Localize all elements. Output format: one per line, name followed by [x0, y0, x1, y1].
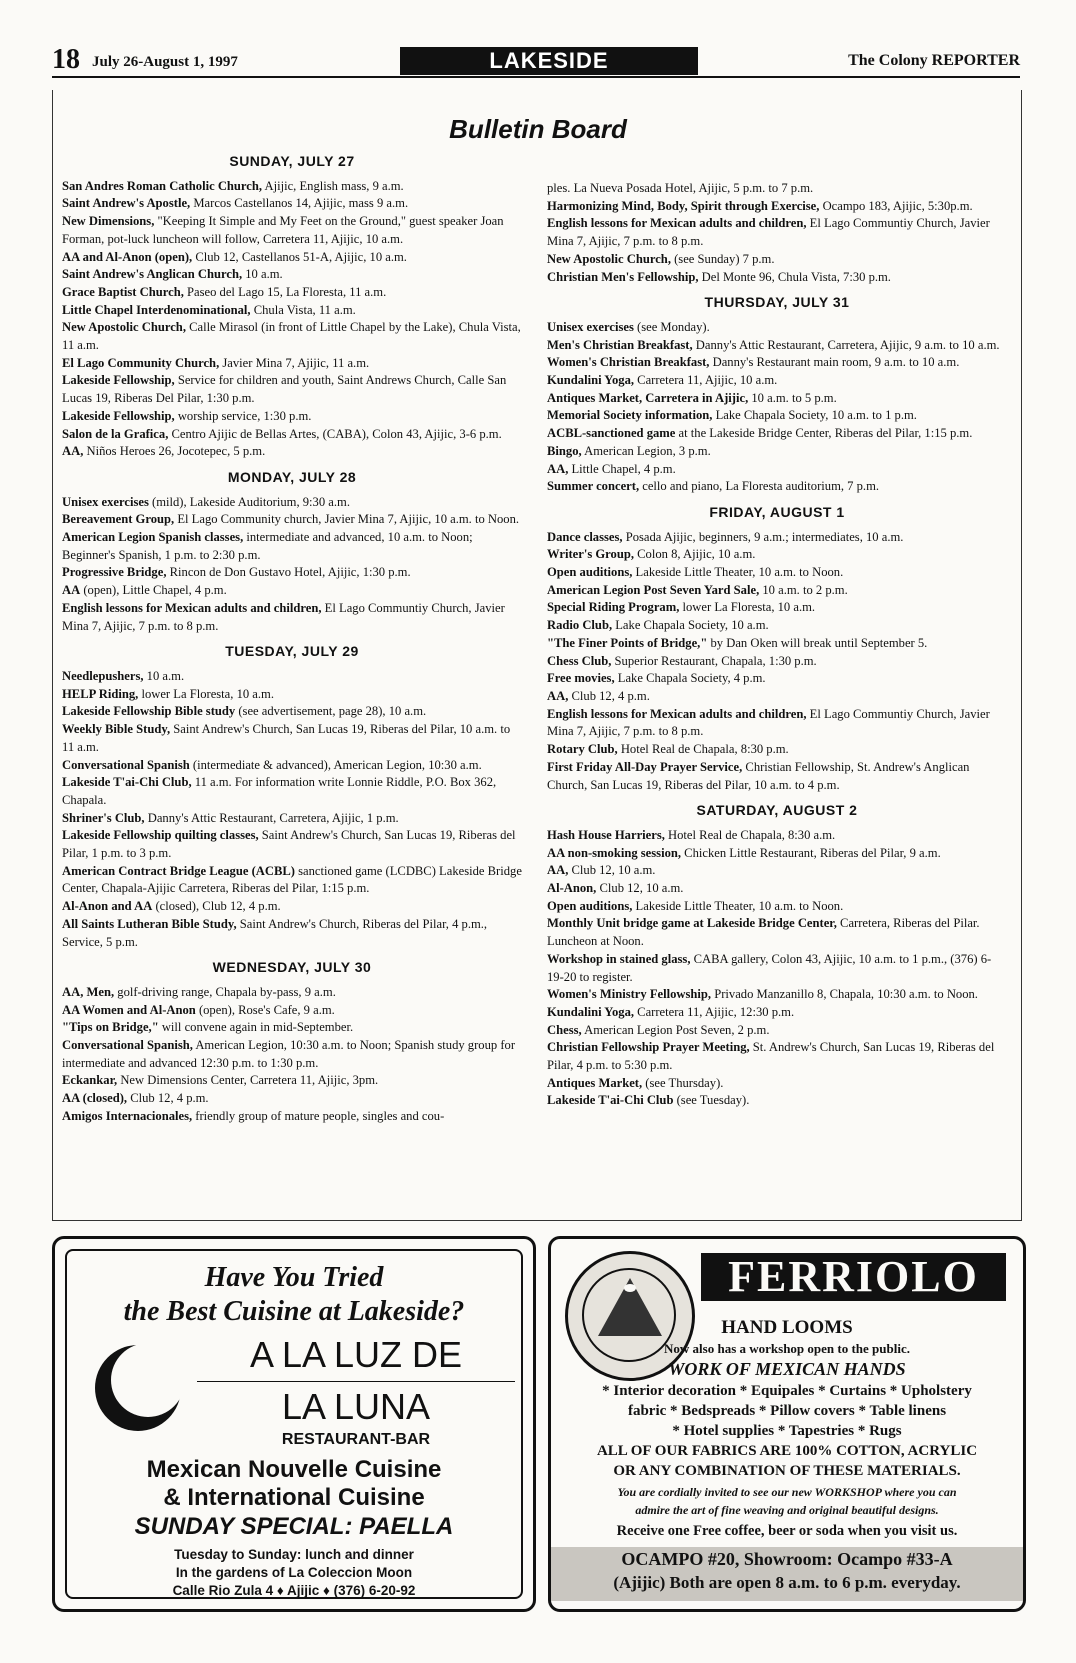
- event-detail: Ajijic, English mass, 9 a.m.: [262, 178, 404, 193]
- event-detail: Club 12, Castellanos 51-A, Ajijic, 10 a.m.: [192, 249, 407, 264]
- event-name: Al-Anon and AA: [62, 899, 153, 914]
- event-entry: [547, 617, 1007, 635]
- event-name: Lakeside Fellowship,: [62, 408, 175, 423]
- event-entry: [62, 1108, 522, 1126]
- event-name: Progressive Bridge,: [62, 565, 167, 580]
- event-entry: [62, 757, 522, 775]
- event-detail: Calle Mirasol (in front of Little Chapel by the Lake), Chula Vista, 11 a.m.: [62, 320, 521, 353]
- event-entry: [62, 1090, 522, 1108]
- event-entry: [547, 269, 1007, 287]
- eye-icon: [624, 1284, 636, 1292]
- event-entry: [62, 213, 522, 248]
- event-name: Needlepushers,: [62, 668, 144, 683]
- event-entry: [547, 827, 1007, 845]
- event-name: Bingo,: [547, 443, 582, 458]
- event-name: Shriner's Club,: [62, 810, 145, 825]
- event-detail: 10 a.m.: [242, 267, 283, 282]
- event-detail: Del Monte 96, Chula Vista, 7:30 p.m.: [698, 269, 891, 284]
- event-name: Amigos Internacionales,: [62, 1108, 193, 1123]
- event-detail: (see advertisement, page 28), 10 a.m.: [235, 704, 427, 719]
- event-name: San Andres Roman Catholic Church,: [62, 178, 263, 193]
- event-name: Harmonizing Mind, Body, Spirit through Exercise,: [547, 198, 820, 213]
- luna-restaurant-ad: [52, 1236, 536, 1612]
- event-entry: [547, 951, 1007, 986]
- event-name: Summer concert,: [547, 479, 640, 494]
- event-detail: Hotel Real de Chapala, 8:30 p.m.: [617, 742, 789, 757]
- event-name: Christian Fellowship Prayer Meeting,: [547, 1040, 750, 1055]
- restaurant-name-line-1: A LA LUZ DE: [249, 1334, 463, 1375]
- event-detail: Lake Chapala Society, 10 a.m.: [612, 618, 769, 633]
- event-entry: [62, 810, 522, 828]
- event-entry: [547, 915, 1007, 950]
- event-detail: Superior Restaurant, Chapala, 1:30 p.m.: [611, 653, 817, 668]
- event-entry: [62, 494, 522, 512]
- restaurant-name-line-2: LA LUNA: [281, 1386, 431, 1427]
- day-heading: WEDNESDAY, JULY 30: [212, 959, 372, 976]
- event-entry: [62, 178, 522, 196]
- event-detail: Club 12, 10 a.m.: [568, 863, 656, 878]
- event-name: Workshop in stained glass,: [547, 951, 691, 966]
- event-detail: Javier Mina 7, Ajijic, 11 a.m.: [219, 355, 370, 370]
- page-title: Bulletin Board: [449, 114, 627, 144]
- event-entry: [62, 426, 522, 444]
- event-name: Eckankar,: [62, 1073, 118, 1088]
- event-entry: [62, 564, 522, 582]
- event-name: Antiques Market, Carretera in Ajijic,: [547, 390, 749, 405]
- event-name: Antiques Market,: [547, 1075, 643, 1090]
- moon-crescent-cut: [111, 1343, 185, 1417]
- event-detail: (mild), Lakeside Auditorium, 9:30 a.m.: [148, 494, 350, 509]
- event-name: AA Women and Al-Anon: [62, 1002, 196, 1017]
- issue-date: July 26-August 1, 1997: [92, 54, 238, 70]
- event-detail: 11 a.m. For information write Lonnie Riddle, P.O. Box 362, Chapala.: [62, 775, 497, 807]
- ad-headline-2: the Best Cuisine at Lakeside?: [123, 1296, 465, 1327]
- event-name: American Legion Spanish classes,: [62, 530, 244, 545]
- event-name: Special Riding Program,: [547, 600, 680, 615]
- event-detail: ples. La Nueva Posada Hotel, Ajijic, 5 p.m. to 7 p.m.: [547, 181, 814, 195]
- event-name: AA,: [547, 863, 569, 878]
- event-detail: Centro Ajijic de Bellas Artes, (CABA), Colon 43, Ajijic, 3-6 p.m.: [168, 426, 502, 441]
- opening-hours: Tuesday to Sunday: lunch and dinner: [174, 1547, 414, 1562]
- event-name: English lessons for Mexican adults and children,: [62, 600, 322, 615]
- event-entry: [547, 759, 1007, 794]
- event-name: Unisex exercises: [547, 319, 634, 334]
- ad-headline-1: Have You Tried: [204, 1262, 384, 1293]
- event-entry: [62, 372, 522, 407]
- event-detail: Lakeside Little Theater, 10 a.m. to Noon.: [632, 898, 844, 913]
- event-entry: [62, 984, 522, 1002]
- event-entry: [547, 319, 1007, 337]
- ad-line-11: Receive one Free coffee, beer or soda when you visit us.: [616, 1523, 958, 1539]
- event-name: Writer's Group,: [547, 547, 634, 562]
- event-entry: [62, 668, 522, 686]
- event-entry: [547, 706, 1007, 741]
- event-detail: El Lago Communtiy Church, Javier Mina 7, Ajijic, 7 p.m. to 8 p.m.: [547, 216, 990, 249]
- event-name: Conversational Spanish: [62, 757, 190, 772]
- event-entry: [547, 986, 1007, 1004]
- event-name: AA,: [547, 461, 569, 476]
- event-name: Radio Club,: [547, 618, 613, 633]
- event-detail: Carretera 11, Ajijic, 10 a.m.: [634, 373, 778, 388]
- event-name: Memorial Society information,: [547, 408, 713, 423]
- event-entry: [547, 251, 1007, 269]
- event-entry: [62, 302, 522, 320]
- event-name: Lakeside T'ai-Chi Club,: [62, 775, 192, 790]
- event-detail: Club 12, 4 p.m.: [568, 688, 650, 703]
- event-name: Women's Ministry Fellowship,: [547, 987, 712, 1002]
- event-detail: Little Chapel, 4 p.m.: [568, 461, 676, 476]
- event-detail: Club 12, 10 a.m.: [596, 881, 684, 896]
- event-entry: [547, 180, 1007, 198]
- event-name: New Apostolic Church,: [62, 320, 186, 335]
- event-name: AA (closed),: [62, 1091, 128, 1106]
- event-detail: Lake Chapala Society, 10 a.m. to 1 p.m.: [712, 408, 917, 423]
- event-detail: sanctioned game (LCDBC) Lakeside Bridge Center, Chapala-Ajijic Carretera, Riberas del Pilar, 1:15 p.m.: [62, 863, 522, 896]
- event-detail: Ocampo 183, Ajijic, 5:30p.m.: [819, 198, 973, 213]
- event-entry: [547, 1092, 1007, 1110]
- ad-line-6: * Hotel supplies * Tapestries * Rugs: [672, 1423, 902, 1439]
- event-detail: 10 a.m. to 5 p.m.: [748, 390, 837, 405]
- page-number: 18: [52, 44, 80, 75]
- event-entry: [62, 1072, 522, 1090]
- event-entry: [547, 546, 1007, 564]
- ad-line-4: * Interior decoration * Equipales * Curtains * Upholstery: [602, 1383, 972, 1399]
- event-detail: worship service, 1:30 p.m.: [174, 408, 312, 423]
- event-name: AA: [62, 583, 81, 598]
- event-name: Kundalini Yoga,: [547, 373, 635, 388]
- event-name: American Legion Post Seven Yard Sale,: [547, 582, 760, 597]
- event-name: All Saints Lutheran Bible Study,: [62, 916, 237, 931]
- event-detail: (open), Little Chapel, 4 p.m.: [80, 583, 227, 598]
- event-name: Men's Christian Breakfast,: [547, 337, 693, 352]
- day-heading: FRIDAY, AUGUST 1: [709, 503, 845, 520]
- event-detail: Saint Andrew's Church, San Lucas 19, Riberas del Pilar, 1 p.m. to 3 p.m.: [62, 828, 516, 861]
- event-name: Free movies,: [547, 671, 615, 686]
- ad-line-7: ALL OF OUR FABRICS ARE 100% COTTON, ACRYLIC: [596, 1443, 978, 1459]
- event-detail: 10 a.m.: [143, 668, 185, 683]
- day-heading: SUNDAY, JULY 27: [229, 153, 355, 169]
- cuisine-line-2: & International Cuisine: [163, 1484, 425, 1511]
- event-name: Saint Andrew's Anglican Church,: [62, 267, 243, 282]
- event-entry: [547, 390, 1007, 408]
- event-name: AA non-smoking session,: [547, 845, 682, 860]
- right-column: [547, 180, 1007, 1110]
- event-entry: [547, 337, 1007, 355]
- day-heading: SATURDAY, AUGUST 2: [696, 802, 858, 819]
- event-detail: 10 a.m. to 2 p.m.: [759, 582, 848, 597]
- ad-line-13: (Ajijic) Both are open 8 a.m. to 6 p.m. everyday.: [613, 1573, 961, 1592]
- event-detail: Paseo del Lago 15, La Floresta, 11 a.m.: [183, 284, 387, 299]
- event-entry: [62, 355, 522, 373]
- day-heading: THURSDAY, JULY 31: [704, 294, 850, 311]
- event-entry: [547, 1039, 1007, 1074]
- event-detail: (intermediate & advanced), American Legion, 10:30 a.m.: [189, 757, 482, 772]
- luna-ad-inner-frame: [65, 1249, 523, 1599]
- event-name: Weekly Bible Study,: [62, 722, 171, 737]
- event-entry: [62, 1019, 522, 1037]
- left-column: [62, 153, 522, 1126]
- event-detail: Carretera 11, Ajijic, 12:30 p.m.: [634, 1004, 795, 1019]
- event-detail: (see Monday).: [633, 319, 710, 334]
- event-detail: will convene again in mid-September.: [158, 1020, 354, 1035]
- event-name: English lessons for Mexican adults and children,: [547, 706, 807, 721]
- event-entry: [547, 443, 1007, 461]
- event-detail: lower La Floresta, 10 a.m.: [679, 600, 816, 615]
- event-name: Lakeside Fellowship,: [62, 373, 175, 388]
- event-detail: Privado Manzanillo 8, Chapala, 10:30 a.m. to Noon.: [711, 987, 978, 1002]
- ad-line-8: OR ANY COMBINATION OF THESE MATERIALS.: [613, 1463, 961, 1479]
- event-detail: lower La Floresta, 10 a.m.: [138, 686, 274, 701]
- ad-line-1: HAND LOOMS: [721, 1317, 853, 1338]
- event-entry: [547, 741, 1007, 759]
- event-detail: by Dan Oken will break until September 5.: [707, 635, 928, 650]
- event-name: Rotary Club,: [547, 742, 618, 757]
- event-entry: [62, 529, 522, 564]
- event-entry: [547, 1004, 1007, 1022]
- event-detail: Posada Ajijic, beginners, 9 a.m.; intermediates, 10 a.m.: [622, 529, 904, 544]
- event-name: ACBL-sanctioned game: [547, 426, 676, 441]
- event-entry: [547, 461, 1007, 479]
- event-name: Hash House Harriers,: [547, 827, 665, 842]
- event-name: Conversational Spanish,: [62, 1038, 193, 1053]
- event-detail: Rincon de Don Gustavo Hotel, Ajijic, 1:30 p.m.: [166, 565, 411, 580]
- event-entry: [62, 600, 522, 635]
- event-detail: American Legion, 3 p.m.: [581, 443, 711, 458]
- event-entry: [547, 898, 1007, 916]
- location-line: In the gardens of La Coleccion Moon: [175, 1565, 413, 1580]
- event-detail: (see Sunday) 7 p.m.: [670, 251, 775, 266]
- event-detail: Marcos Castellanos 14, Ajijic, mass 9 a.m.: [190, 196, 409, 211]
- event-detail: Danny's Attic Restaurant, Carretera, Ajijic, 9 a.m. to 10 a.m.: [692, 337, 1000, 352]
- ferriolo-ad: [548, 1236, 1026, 1612]
- event-detail: Danny's Restaurant main room, 9 a.m. to 10 a.m.: [709, 355, 960, 370]
- event-detail: Lake Chapala Society, 4 p.m.: [614, 671, 766, 686]
- event-detail: American Legion, 10:30 a.m. to Noon; Spanish study group for intermediate and advanced 12:30 p.m. to 1:30 p.m.: [62, 1038, 516, 1070]
- event-entry: [62, 319, 522, 354]
- event-detail: cello and piano, La Floresta auditorium, 7 p.m.: [639, 479, 880, 494]
- event-name: AA,: [547, 688, 569, 703]
- event-name: Kundalini Yoga,: [547, 1004, 635, 1019]
- event-entry: [62, 443, 522, 461]
- ad-line-2: Now also has a workshop open to the public.: [664, 1341, 910, 1356]
- event-name: "The Finer Points of Bridge,": [547, 635, 708, 650]
- event-name: Dance classes,: [547, 529, 623, 544]
- event-name: New Dimensions,: [62, 214, 155, 229]
- event-name: El Lago Community Church,: [62, 355, 220, 370]
- event-entry: [62, 863, 522, 898]
- event-entry: [547, 688, 1007, 706]
- event-name: Bereavement Group,: [62, 512, 175, 527]
- ad-line-5: fabric * Bedspreads * Pillow covers * Table linens: [627, 1403, 947, 1419]
- ferriolo-logo: FERRIOLO: [701, 1253, 1006, 1301]
- event-detail: Colon 8, Ajijic, 10 a.m.: [634, 547, 756, 562]
- event-entry: [547, 653, 1007, 671]
- event-name: AA, Men,: [62, 984, 115, 999]
- event-name: Women's Christian Breakfast,: [547, 355, 710, 370]
- event-entry: [62, 703, 522, 721]
- event-name: Unisex exercises: [62, 494, 149, 509]
- event-entry: [62, 511, 522, 529]
- event-name: AA and Al-Anon (open),: [62, 249, 193, 264]
- event-entry: [62, 721, 522, 756]
- event-detail: Niños Heroes 26, Jocotepec, 5 p.m.: [83, 444, 266, 459]
- event-name: HELP Riding,: [62, 686, 139, 701]
- event-detail: Hotel Real de Chapala, 8:30 a.m.: [664, 827, 836, 842]
- event-entry: [62, 195, 522, 213]
- event-name: Lakeside Fellowship quilting classes,: [62, 828, 259, 843]
- event-entry: [62, 898, 522, 916]
- address-line: Calle Rio Zula 4 ♦ Ajijic ♦ (376) 6-20-92: [172, 1583, 416, 1598]
- event-detail: Carretera, Riberas del Pilar. Luncheon at Noon.: [547, 916, 980, 949]
- event-entry: [62, 774, 522, 809]
- cuisine-line-1: Mexican Nouvelle Cuisine: [146, 1456, 442, 1483]
- event-detail: Club 12, 4 p.m.: [127, 1091, 209, 1106]
- event-entry: [547, 1075, 1007, 1093]
- event-entry: [62, 249, 522, 267]
- paper-name: The Colony REPORTER: [848, 52, 1020, 69]
- event-entry: [547, 635, 1007, 653]
- event-detail: Chula Vista, 11 a.m.: [250, 302, 356, 317]
- event-entry: [547, 862, 1007, 880]
- event-entry: [547, 670, 1007, 688]
- event-entry: [547, 880, 1007, 898]
- event-name: Chess Club,: [547, 653, 612, 668]
- event-name: Monthly Unit bridge game at Lakeside Bridge Center,: [547, 916, 837, 931]
- ad-line-9: You are cordially invited to see our new WORKSHOP where you can: [617, 1485, 957, 1499]
- event-entry: [62, 686, 522, 704]
- event-name: English lessons for Mexican adults and children,: [547, 216, 807, 231]
- day-heading: MONDAY, JULY 28: [227, 468, 357, 485]
- event-detail: (see Tuesday).: [673, 1093, 750, 1108]
- event-detail: Saint Andrew's Church, Riberas del Pilar, 4 p.m., Service, 5 p.m.: [62, 916, 488, 949]
- ad-line-12: OCAMPO #20, Showroom: Ocampo #33-A: [621, 1549, 953, 1569]
- event-detail: Danny's Attic Restaurant, Carretera, Ajijic, 1 p.m.: [144, 810, 399, 825]
- page-header: [52, 44, 1020, 78]
- event-name: Grace Baptist Church,: [62, 284, 184, 299]
- ad-line-10: admire the art of fine weaving and original beautiful designs.: [635, 1503, 939, 1517]
- event-entry: [547, 407, 1007, 425]
- event-entry: [62, 1002, 522, 1020]
- event-name: Al-Anon,: [547, 881, 597, 896]
- event-entry: [547, 599, 1007, 617]
- event-entry: [547, 372, 1007, 390]
- event-name: Chess,: [547, 1022, 582, 1037]
- event-entry: [547, 582, 1007, 600]
- event-name: Saint Andrew's Apostle,: [62, 196, 191, 211]
- event-detail: friendly group of mature people, singles and cou-: [192, 1108, 445, 1123]
- event-entry: [62, 266, 522, 284]
- day-heading: TUESDAY, JULY 29: [225, 643, 359, 660]
- event-detail: St. Andrew's Church, San Lucas 19, Riberas del Pilar, 4 p.m. to 5:30 p.m.: [547, 1040, 995, 1073]
- event-entry: [547, 198, 1007, 216]
- event-entry: [547, 425, 1007, 443]
- event-name: Lakeside T'ai-Chi Club: [547, 1093, 674, 1108]
- event-entry: [62, 582, 522, 600]
- event-detail: Christian Fellowship, St. Andrew's Anglican Church, San Lucas 19, Riberas del Pilar, 10 a.m. to 4 p.m.: [547, 759, 970, 792]
- event-detail: Chicken Little Restaurant, Riberas del Pilar, 9 a.m.: [681, 845, 941, 860]
- event-name: American Contract Bridge League (ACBL): [62, 863, 295, 878]
- event-detail: CABA gallery, Colon 43, Ajijic, 10 a.m. to 1 p.m., (376) 6-19-20 to register.: [547, 951, 992, 984]
- event-entry: [62, 284, 522, 302]
- event-name: Lakeside Fellowship Bible study: [62, 704, 236, 719]
- event-entry: [547, 478, 1007, 496]
- event-detail: intermediate and advanced, 10 a.m. to Noon; Beginner's Spanish, 1 p.m. to 2:30 p.m.: [62, 530, 473, 562]
- restaurant-type: RESTAURANT-BAR: [281, 1431, 431, 1448]
- event-name: Christian Men's Fellowship,: [547, 269, 699, 284]
- name-divider: [197, 1381, 515, 1382]
- event-name: Open auditions,: [547, 565, 633, 580]
- event-detail: at the Lakeside Bridge Center, Riberas del Pilar, 1:15 p.m.: [675, 426, 973, 441]
- event-entry: [547, 845, 1007, 863]
- event-detail: Service for children and youth, Saint Andrews Church, Calle San Lucas 19, Riberas Del Pilar, 1:30 p.m.: [62, 373, 507, 406]
- event-name: First Friday All-Day Prayer Service,: [547, 759, 743, 774]
- event-entry: [547, 215, 1007, 250]
- ad-line-3: WORK OF MEXICAN HANDS: [668, 1359, 906, 1379]
- event-name: New Apostolic Church,: [547, 251, 671, 266]
- event-entry: [547, 564, 1007, 582]
- event-detail: Saint Andrew's Church, San Lucas 19, Riberas del Pilar, 10 a.m. to 11 a.m.: [62, 722, 511, 754]
- event-name: Open auditions,: [547, 898, 633, 913]
- event-detail: (see Thursday).: [642, 1075, 724, 1090]
- event-detail: golf-driving range, Chapala by-pass, 9 a.m.: [114, 984, 336, 999]
- event-detail: El Lago Community church, Javier Mina 7, Ajijic, 10 a.m. to Noon.: [174, 512, 520, 527]
- event-name: "Tips on Bridge,": [62, 1020, 159, 1035]
- event-name: AA,: [62, 444, 84, 459]
- sunday-special: SUNDAY SPECIAL: PAELLA: [134, 1513, 454, 1540]
- event-detail: "Keeping It Simple and My Feet on the Ground," guest speaker Joan Forman, pot-luck luncheon will follow, Carretera 11, Ajijic, 10 a.m.: [62, 214, 504, 246]
- event-detail: (open), Rose's Cafe, 9 a.m.: [195, 1002, 335, 1017]
- event-entry: [547, 1022, 1007, 1040]
- event-detail: (closed), Club 12, 4 p.m.: [152, 899, 281, 914]
- event-entry: [62, 916, 522, 951]
- event-detail: Lakeside Little Theater, 10 a.m. to Noon.: [632, 565, 844, 580]
- event-detail: New Dimensions Center, Carretera 11, Ajijic, 3pm.: [117, 1073, 379, 1088]
- event-detail: El Lago Communtiy Church, Javier Mina 7, Ajijic, 7 p.m. to 8 p.m.: [547, 706, 990, 739]
- event-entry: [547, 354, 1007, 372]
- event-name: Salon de la Grafica,: [62, 426, 169, 441]
- section-banner: LAKESIDE: [400, 47, 698, 75]
- event-entry: [62, 827, 522, 862]
- event-entry: [547, 529, 1007, 547]
- event-name: Little Chapel Interdenominational,: [62, 302, 251, 317]
- event-entry: [62, 408, 522, 426]
- event-detail: American Legion Post Seven, 2 p.m.: [581, 1022, 770, 1037]
- event-entry: [62, 1037, 522, 1072]
- event-detail: El Lago Communtiy Church, Javier Mina 7, Ajijic, 7 p.m. to 8 p.m.: [62, 600, 505, 633]
